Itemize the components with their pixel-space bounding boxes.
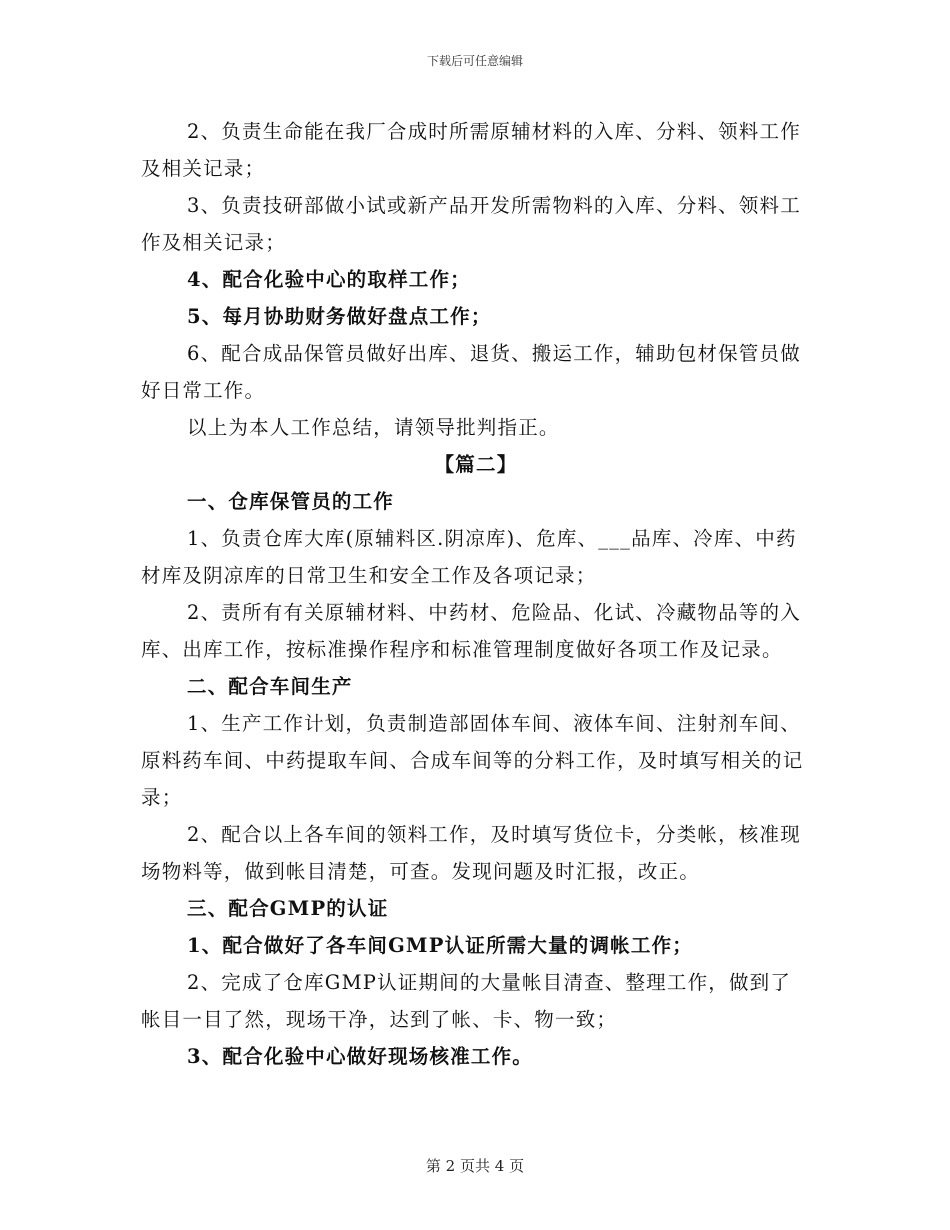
paragraph-8: 1、生产工作计划，负责制造部固体车间、液体车间、注射剂车间、原料药车间、中药提取车间、合成车间等的分料工作，及时填写相关的记录； [141,712,804,809]
closing-sentence: 以上为本人工作总结，请领导批判指正。 [187,416,560,439]
paragraph-11: 2、完成了仓库GMP认证期间的大量帐目清查、整理工作，做到了帐目一目了然，现场干净，达到了帐、卡、物一致； [141,971,792,1031]
paragraph-7: 2、责所有有关原辅材料、中药材、危险品、化试、冷藏物品等的入库、出库工作，按标准操作程序和标准管理制度做好各项工作及记录。 [141,601,801,661]
paragraph-6: 1、负责仓库大库(原辅料区.阴凉库)、危库、___品库、冷库、中药材库及阴凉库的日常卫生和安全工作及各项记录； [141,527,797,587]
paragraph-5: 6、配合成品保管员做好出库、退货、搬运工作，辅助包材保管员做好日常工作。 [141,342,801,402]
heading-3: 三、配合GMP的认证 [187,897,389,920]
document-body [141,113,811,1075]
paragraph-4: 5、每月协助财务做好盘点工作； [187,305,492,328]
page-header: 下载后可任意编辑 [426,54,523,68]
section-title: 【篇二】 [434,453,518,476]
paragraph-2: 3、负责技研部做小试或新产品开发所需物料的入库、分料、领料工作及相关记录； [141,194,801,254]
paragraph-10: 1、配合做好了各车间GMP认证所需大量的调帐工作； [187,934,693,957]
page-footer: 第 2 页共 4 页 [425,1157,525,1175]
paragraph-9: 2、配合以上各车间的领料工作，及时填写货位卡，分类帐，核准现场物料等，做到帐目清楚，可查。发现问题及时汇报，改正。 [141,823,801,883]
paragraph-3: 4、配合化验中心的取样工作； [187,268,471,291]
heading-1: 一、仓库保管员的工作 [187,490,395,513]
heading-2: 二、配合车间生产 [187,675,353,698]
paragraph-12: 3、配合化验中心做好现场核准工作。 [187,1045,533,1068]
paragraph-1: 2、负责生命能在我厂合成时所需原辅材料的入库、分料、领料工作及相关记录； [141,120,801,180]
